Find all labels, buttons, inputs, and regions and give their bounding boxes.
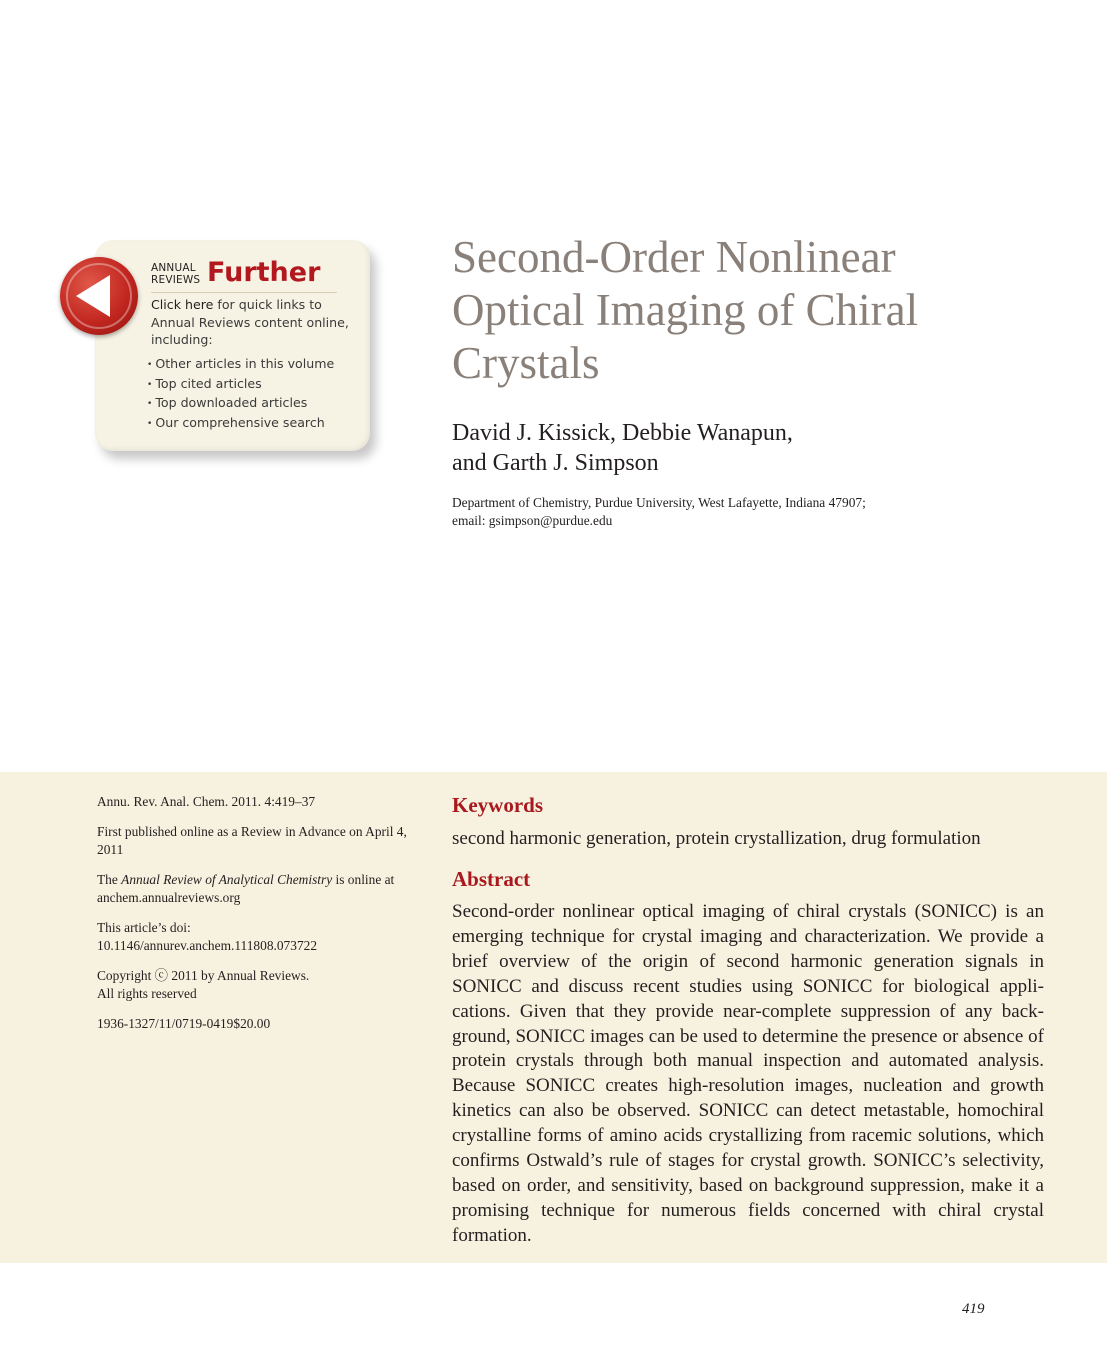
page-number: 419 xyxy=(962,1301,985,1317)
affiliation: Department of Chemistry, Purdue University, West Lafayette, Indiana 47907; email: gsimpson@purdue.edu xyxy=(452,495,866,528)
online-note: The Annual Review of Analytical Chemistry is online at anchem.annualreviews.org xyxy=(97,872,395,905)
back-arrow-icon[interactable] xyxy=(60,257,138,335)
first-published: First published online as a Review in Advance on April 4, 2011 xyxy=(97,824,407,857)
citation: Annu. Rev. Anal. Chem. 2011. 4:419–37 xyxy=(97,794,316,809)
keywords-heading: Keywords xyxy=(452,793,543,817)
further-links xyxy=(147,355,334,433)
further-divider xyxy=(151,292,337,293)
issn: 1936-1327/11/0719-0419$20.00 xyxy=(97,1016,271,1031)
keywords: second harmonic generation, protein crystallization, drug formulation xyxy=(452,828,981,849)
further-link-other-articles[interactable]: • Other articles in this volume xyxy=(147,355,334,375)
further-link-top-cited[interactable]: • Top cited articles xyxy=(147,375,334,395)
abstract-heading: Abstract xyxy=(452,867,531,891)
copyright: Copyright ⓒ 2011 by Annual Reviews. All rights reserved xyxy=(97,968,310,1001)
annual-reviews-logo: ANNUAL REVIEWS xyxy=(151,262,201,286)
doi: This article’s doi: 10.1146/annurev.anchem.111808.073722 xyxy=(97,920,318,953)
article-title: Second-Order Nonlinear Optical Imaging of Chiral Crystals xyxy=(452,232,919,388)
article-info-sidebar xyxy=(97,793,427,1045)
click-here-link[interactable]: Click here xyxy=(151,297,214,312)
doi-link[interactable]: 10.1146/annurev.anchem.111808.073722 xyxy=(97,938,318,953)
abstract-text: Second-order nonlinear optical imaging of chiral crystals (SONICC) is an emerging technique for crystal imaging and characterization. We provide a brief overview of the origin of second harmonic generation signals in SONICC and discuss recent studies using SONICC for biological applications. Given that they provide near-complete suppression of any background, SONICC images can be used to determine the presence or absence of protein crystals through both manual inspection and automated analysis. Because SONICC creates high-resolution images, nucleation and growth kinetics can also be observed. SONICC can detect metastable, homochiral crystalline forms of amino acids crystallizing from racemic solutions, which confirms Ostwald’s rule of stages for crystal growth. SONICC’s selectivity, based on order, and sensitivity, based on background suppression, make it a promising technique for numerous fields concerned with chiral crystal formation. xyxy=(452,901,1044,1246)
further-link-search[interactable]: • Our comprehensive search xyxy=(147,414,334,434)
further-link-top-downloaded[interactable]: • Top downloaded articles xyxy=(147,394,334,414)
further-intro: Click here for quick links to Annual Reviews content online, including: xyxy=(151,297,349,347)
authors: David J. Kissick, Debbie Wanapun, and Garth J. Simpson xyxy=(452,420,793,476)
further-word: Further xyxy=(207,257,321,288)
